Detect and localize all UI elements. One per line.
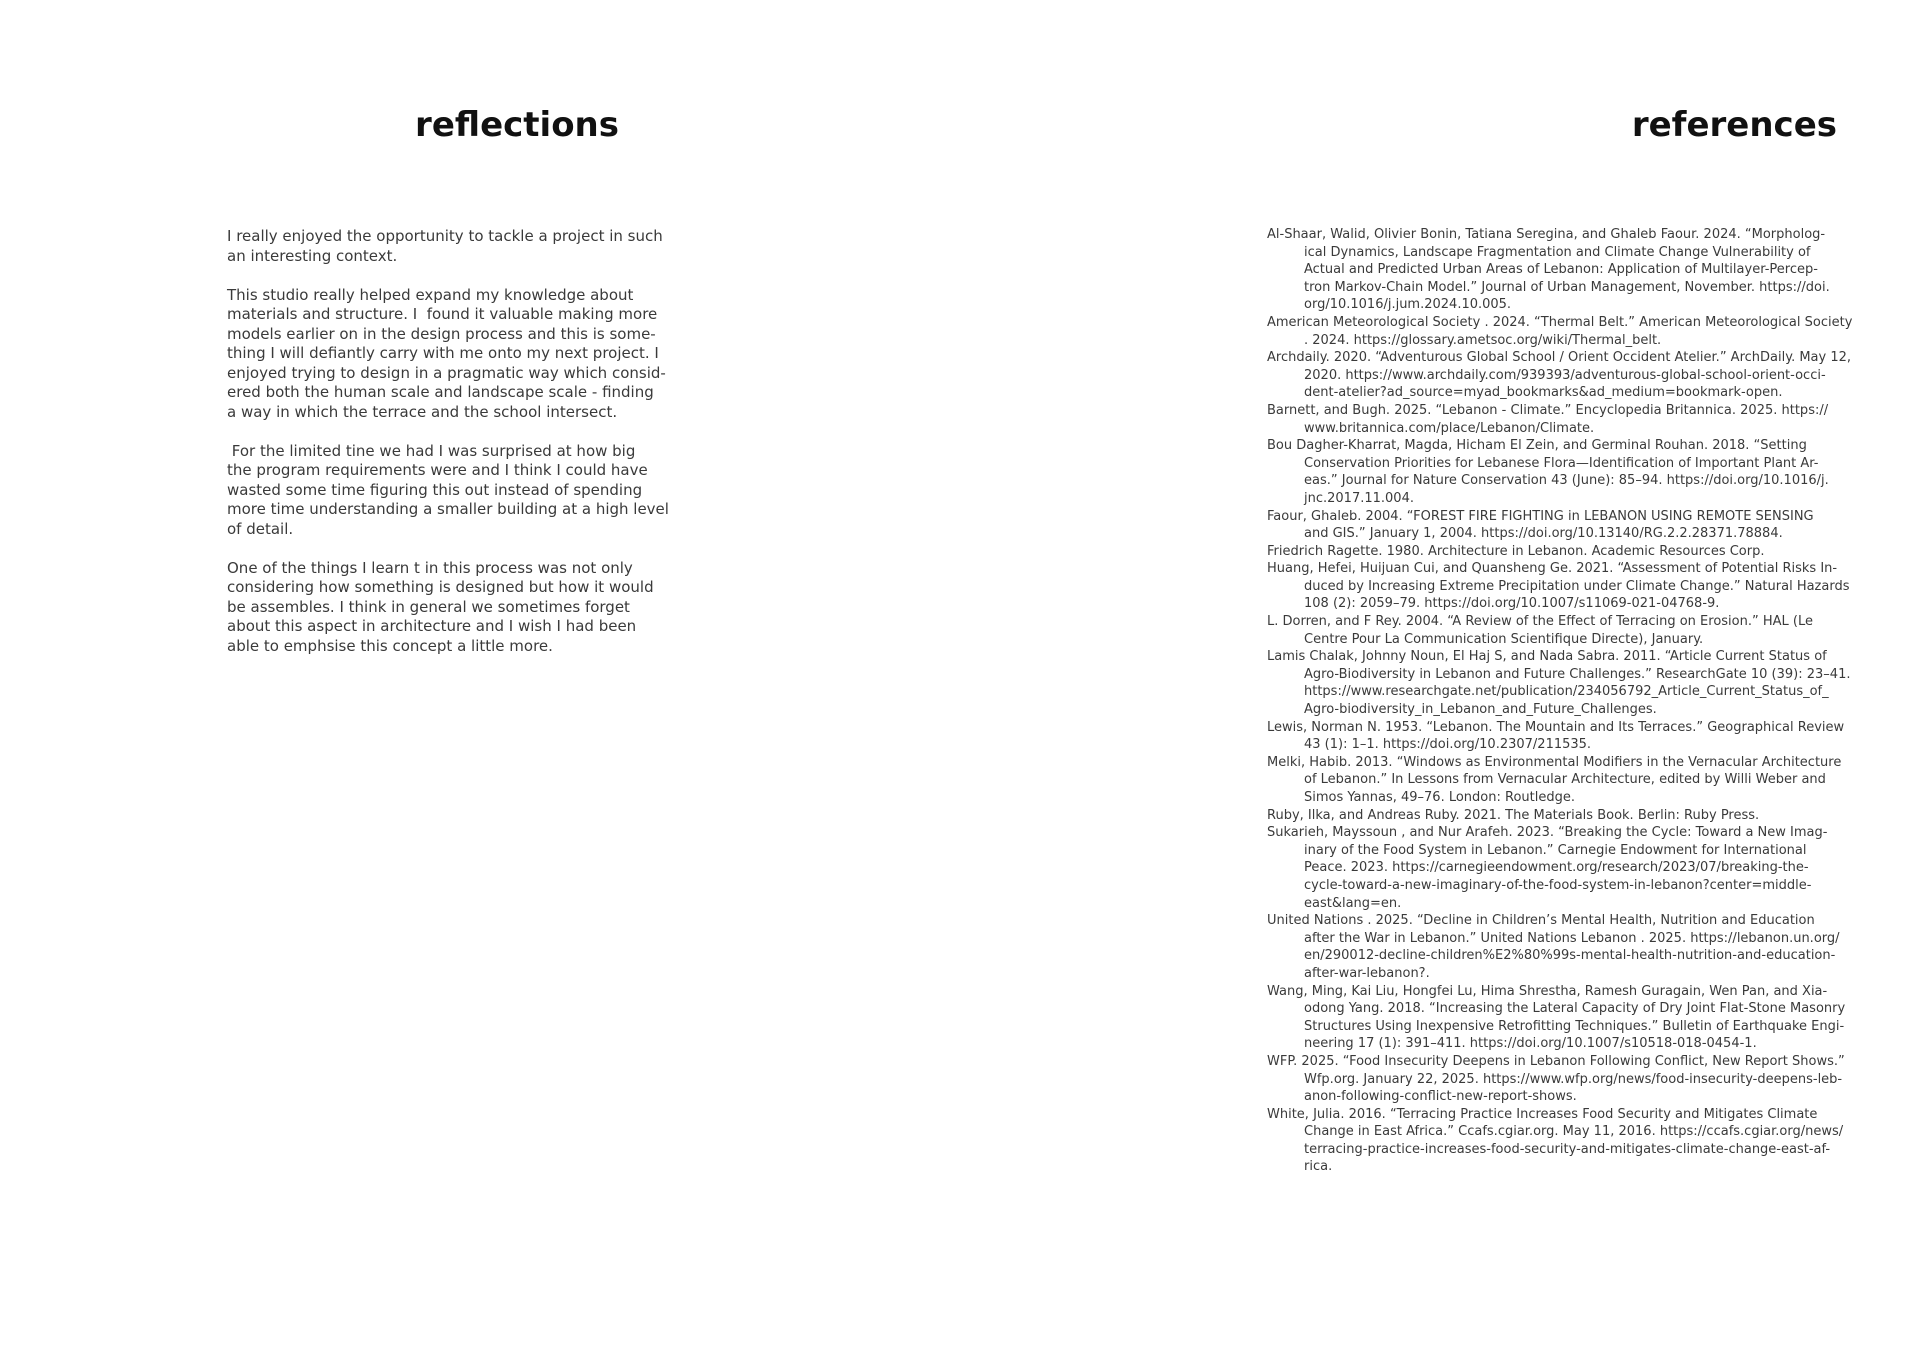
reference-line: Conservation Priorities for Lebanese Flora—Identification of Important Plant Ar-	[1304, 455, 1819, 471]
reference-line: Huang, Hefei, Huijuan Cui, and Quansheng Ge. 2021. “Assessment of Potential Risks In-	[1267, 561, 1838, 577]
reference-line: after the War in Lebanon.” United Nations Lebanon . 2025. https://lebanon.un.org/	[1304, 930, 1840, 946]
reference-line: neering 17 (1): 391–411. https://doi.org/10.1007/s10518-018-0454-1.	[1304, 1036, 1757, 1052]
reference-line: Al-Shaar, Walid, Olivier Bonin, Tatiana Seregina, and Ghaleb Faour. 2024. “Morpholog-	[1267, 227, 1826, 242]
reference-line: org/10.1016/j.jum.2024.10.005.	[1304, 297, 1512, 313]
text-line: an interesting context.	[227, 246, 398, 265]
reference-line: American Meteorological Society . 2024. “Thermal Belt.” American Meteorological Society	[1267, 314, 1853, 330]
reference-line: terracing-practice-increases-food-security-and-mitigates-climate-change-east-af-	[1304, 1141, 1831, 1157]
text-line: models earlier on in the design process and this is some-	[227, 324, 656, 343]
text-line: I really enjoyed the opportunity to tackle a project in such	[227, 227, 663, 245]
reference-line: Peace. 2023. https://carnegieendowment.org/research/2023/07/breaking-the-	[1304, 860, 1809, 876]
reference-entry	[1267, 719, 1882, 754]
text-line: able to emphsise this concept a little more.	[227, 636, 553, 655]
reference-line: Bou Dagher-Kharrat, Magda, Hicham El Zein, and Germinal Rouhan. 2018. “Setting	[1267, 438, 1807, 454]
reference-entry	[1267, 560, 1882, 613]
text-line: materials and structure. I found it valuable making more	[227, 305, 658, 323]
reference-line: east&lang=en.	[1304, 895, 1402, 911]
reference-entry	[1267, 648, 1882, 718]
reference-line: . 2024. https://glossary.ametsoc.org/wiki/Thermal_belt.	[1304, 332, 1662, 348]
text-line: a way in which the terrace and the school intersect.	[227, 402, 618, 421]
reference-entry	[1267, 1053, 1882, 1106]
reference-line: eas.” Journal for Nature Conservation 43 (June): 85–94. https://doi.org/10.1016/j.	[1304, 473, 1829, 489]
reference-line: odong Yang. 2018. “Increasing the Lateral Capacity of Dry Joint Flat-Stone Masonry	[1304, 1001, 1846, 1017]
reference-line: Archdaily. 2020. “Adventurous Global School / Orient Occident Atelier.” ArchDaily. May 12,	[1267, 350, 1852, 366]
text-line: This studio really helped expand my knowledge about	[227, 285, 634, 304]
reference-line: cycle-toward-a-new-imaginary-of-the-food-system-in-lebanon?center=middle-	[1304, 877, 1812, 893]
reference-line: United Nations . 2025. “Decline in Children’s Mental Health, Nutrition and Education	[1267, 913, 1815, 929]
reference-line: 2020. https://www.archdaily.com/939393/adventurous-global-school-orient-occi-	[1304, 367, 1826, 383]
reference-line: Wfp.org. January 22, 2025. https://www.wfp.org/news/food-insecurity-deepens-leb-	[1304, 1071, 1843, 1087]
text-line: considering how something is designed but how it would	[227, 578, 654, 596]
text-line: about this aspect in architecture and I wish I had been	[227, 617, 637, 635]
reference-line: after-war-lebanon?.	[1304, 965, 1430, 981]
text-line: the program requirements were and I think I could have	[227, 461, 648, 479]
reference-line: Agro-biodiversity_in_Lebanon_and_Future_Challenges.	[1304, 702, 1657, 718]
reference-line: 108 (2): 2059–79. https://doi.org/10.1007/s11069-021-04768-9.	[1304, 596, 1720, 612]
text-line: enjoyed trying to design in a pragmatic way which consid-	[227, 363, 666, 382]
reference-line: 43 (1): 1–1. https://doi.org/10.2307/211535.	[1304, 737, 1592, 753]
reference-entry	[1267, 754, 1882, 807]
text-line: of detail.	[227, 519, 294, 538]
reference-line: tron Markov-Chain Model.” Journal of Urban Management, November. https://doi.	[1304, 279, 1830, 295]
reflection-paragraph	[227, 227, 672, 266]
reference-line: Sukarieh, Mayssoun , and Nur Arafeh. 2023. “Breaking the Cycle: Toward a New Imag-	[1267, 825, 1828, 841]
reference-line: and GIS.” January 1, 2004. https://doi.org/10.13140/RG.2.2.28371.78884.	[1304, 526, 1783, 542]
reference-line: dent-atelier?ad_source=myad_bookmarks&ad_medium=bookmark-open.	[1304, 385, 1783, 401]
text-line: ered both the human scale and landscape scale - finding	[227, 383, 654, 401]
reference-line: Change in East Africa.” Ccafs.cgiar.org. May 11, 2016. https://ccafs.cgiar.org/news/	[1304, 1124, 1844, 1140]
reference-line: Barnett, and Bugh. 2025. “Lebanon - Climate.” Encyclopedia Britannica. 2025. https://	[1267, 402, 1829, 418]
text-line: be assembles. I think in general we sometimes forget	[227, 597, 630, 616]
reference-entry	[1267, 824, 1882, 912]
reference-line: Faour, Ghaleb. 2004. “FOREST FIRE FIGHTING in LEBANON USING REMOTE SENSING	[1267, 508, 1814, 524]
reference-entry	[1267, 402, 1882, 437]
reference-entry	[1267, 983, 1882, 1053]
page-title: reflections	[415, 105, 619, 145]
reference-line: White, Julia. 2016. “Terracing Practice Increases Food Security and Mitigates Climate	[1267, 1106, 1818, 1122]
reference-entry	[1267, 314, 1882, 349]
text-line: One of the things I learn t in this process was not only	[227, 558, 633, 577]
reflection-paragraph	[227, 559, 672, 657]
reference-entry	[1267, 807, 1882, 825]
text-line: more time understanding a smaller building at a high level	[227, 500, 669, 518]
reference-line: Actual and Predicted Urban Areas of Lebanon: Application of Multilayer-Percep-	[1304, 262, 1818, 278]
reference-list	[1267, 226, 1882, 1176]
reflection-paragraph	[227, 286, 672, 423]
reference-line: Agro-Biodiversity in Lebanon and Future Challenges.” ResearchGate 10 (39): 23–41.	[1304, 666, 1851, 682]
reference-entry	[1267, 349, 1882, 402]
reference-line: inary of the Food System in Lebanon.” Carnegie Endowment for International	[1304, 842, 1807, 858]
text-line: thing I will defiantly carry with me onto my next project. I	[227, 344, 659, 362]
reference-line: en/290012-decline-children%E2%80%99s-mental-health-nutrition-and-education-	[1304, 948, 1836, 964]
reference-line: Melki, Habib. 2013. “Windows as Environmental Modifiers in the Vernacular Architecture	[1267, 754, 1842, 770]
reference-line: duced by Increasing Extreme Precipitation under Climate Change.” Natural Hazards	[1304, 578, 1850, 594]
reference-line: Structures Using Inexpensive Retrofitting Techniques.” Bulletin of Earthquake Engi-	[1304, 1018, 1845, 1034]
reference-line: Friedrich Ragette. 1980. Architecture in Lebanon. Academic Resources Corp.	[1267, 543, 1765, 559]
reference-line: ical Dynamics, Landscape Fragmentation and Climate Change Vulnerability of	[1304, 244, 1811, 260]
reference-line: rica.	[1304, 1159, 1333, 1175]
reference-entry	[1267, 1106, 1882, 1176]
reference-line: Centre Pour La Communication Scientifique Directe), January.	[1304, 631, 1704, 647]
reflections-body	[227, 227, 672, 676]
reference-entry	[1267, 508, 1882, 543]
reference-entry	[1267, 226, 1882, 314]
reference-line: https://www.researchgate.net/publication/234056792_Article_Current_Status_of_	[1304, 684, 1829, 700]
reference-entry	[1267, 437, 1882, 507]
reference-line: Wang, Ming, Kai Liu, Hongfei Lu, Hima Shrestha, Ramesh Guragain, Wen Pan, and Xia-	[1267, 983, 1828, 999]
reference-entry	[1267, 543, 1882, 561]
reference-line: Ruby, Ilka, and Andreas Ruby. 2021. The Materials Book. Berlin: Ruby Press.	[1267, 807, 1760, 823]
reference-entry	[1267, 613, 1882, 648]
reference-line: jnc.2017.11.004.	[1304, 490, 1414, 506]
reflection-paragraph	[227, 442, 672, 540]
text-line: For the limited tine we had I was surprised at how big	[227, 441, 636, 460]
reference-line: L. Dorren, and F Rey. 2004. “A Review of the Effect of Terracing on Erosion.” HAL (Le	[1267, 614, 1813, 630]
reference-entry	[1267, 912, 1882, 982]
reference-line: www.britannica.com/place/Lebanon/Climate.	[1304, 420, 1595, 436]
text-line: wasted some time figuring this out instead of spending	[227, 480, 643, 499]
right-page	[960, 0, 1920, 1357]
reference-line: of Lebanon.” In Lessons from Vernacular Architecture, edited by Willi Weber and	[1304, 772, 1826, 788]
reference-line: Lewis, Norman N. 1953. “Lebanon. The Mountain and Its Terraces.” Geographical Review	[1267, 719, 1845, 735]
reference-line: WFP. 2025. “Food Insecurity Deepens in Lebanon Following Conflict, New Report Shows.”	[1267, 1053, 1845, 1069]
reference-line: Lamis Chalak, Johnny Noun, El Haj S, and Nada Sabra. 2011. “Article Current Status of	[1267, 649, 1827, 665]
page-title: references	[1631, 105, 1837, 145]
reference-line: anon-following-conflict-new-report-shows.	[1304, 1089, 1577, 1105]
reference-line: Simos Yannas, 49–76. London: Routledge.	[1304, 790, 1575, 805]
